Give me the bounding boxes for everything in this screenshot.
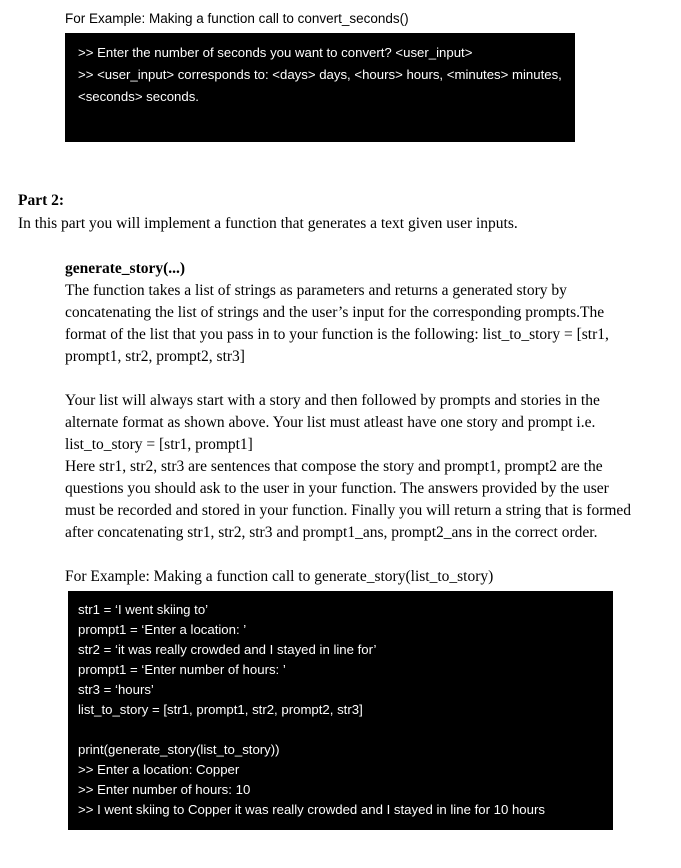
console-line: str3 = ‘hours’ <box>78 682 154 697</box>
console-line: >> I went skiing to Copper it was really crowded and I stayed in line for 10 hours <box>78 802 545 817</box>
console-line: list_to_story = [str1, prompt1, str2, prompt2, str3] <box>78 702 363 717</box>
console-line: str2 = ‘it was really crowded and I stayed in line for’ <box>78 642 377 657</box>
paragraph-spacer <box>65 368 642 390</box>
console-line: >> Enter a location: Copper <box>78 762 240 777</box>
console-blank-line <box>78 720 603 740</box>
generate-story-para-1: The function takes a list of strings as parameters and returns a generated story by concatenating the list of strings and the user’s input for the corresponding prompts.The format of the list that you pass in to your function is the following: list_to_story = [str1, prompt1, str2, prompt2, str3] <box>65 282 609 365</box>
console-line: >> Enter the number of seconds you want to convert? <user_input> <box>78 45 473 60</box>
paragraph-spacer <box>65 544 642 566</box>
console-line: prompt1 = ‘Enter number of hours: ’ <box>78 662 286 677</box>
console-line: >> <user_input> corresponds to: <days> days, <hours> hours, <minutes> minutes, <seconds> seconds. <box>78 67 562 104</box>
example1-label: For Example: Making a function call to convert_seconds() <box>65 11 409 26</box>
console-line: >> Enter number of hours: 10 <box>78 782 251 797</box>
console-block-1 <box>65 33 575 142</box>
part2-intro: In this part you will implement a function that generates a text given user inputs. <box>18 215 518 232</box>
generate-story-section <box>65 258 642 830</box>
console-line: prompt1 = ‘Enter a location: ’ <box>78 622 247 637</box>
console-block-2 <box>68 591 613 830</box>
generate-story-para-2: Your list will always start with a story and then followed by prompts and stories in the alternate format as shown above. Your list must atleast have one story and prompt i.e. list_to_story = [str1, prompt1] <box>65 392 600 453</box>
console-line: print(generate_story(list_to_story)) <box>78 742 280 757</box>
generate-story-heading: generate_story(...) <box>65 260 186 277</box>
example2-label: For Example: Making a function call to generate_story(list_to_story) <box>65 568 494 585</box>
part2-heading: Part 2: <box>18 192 65 209</box>
generate-story-para-3: Here str1, str2, str3 are sentences that compose the story and prompt1, prompt2 are the questions you should ask to the user in your function. The answers provided by the user must be recorded and stored in your function. Finally you will return a string that is formed after concatenating str1, str2, str3 and prompt1_ans, prompt2_ans in the correct order. <box>65 458 632 541</box>
console-line: str1 = ‘I went skiing to’ <box>78 602 209 617</box>
